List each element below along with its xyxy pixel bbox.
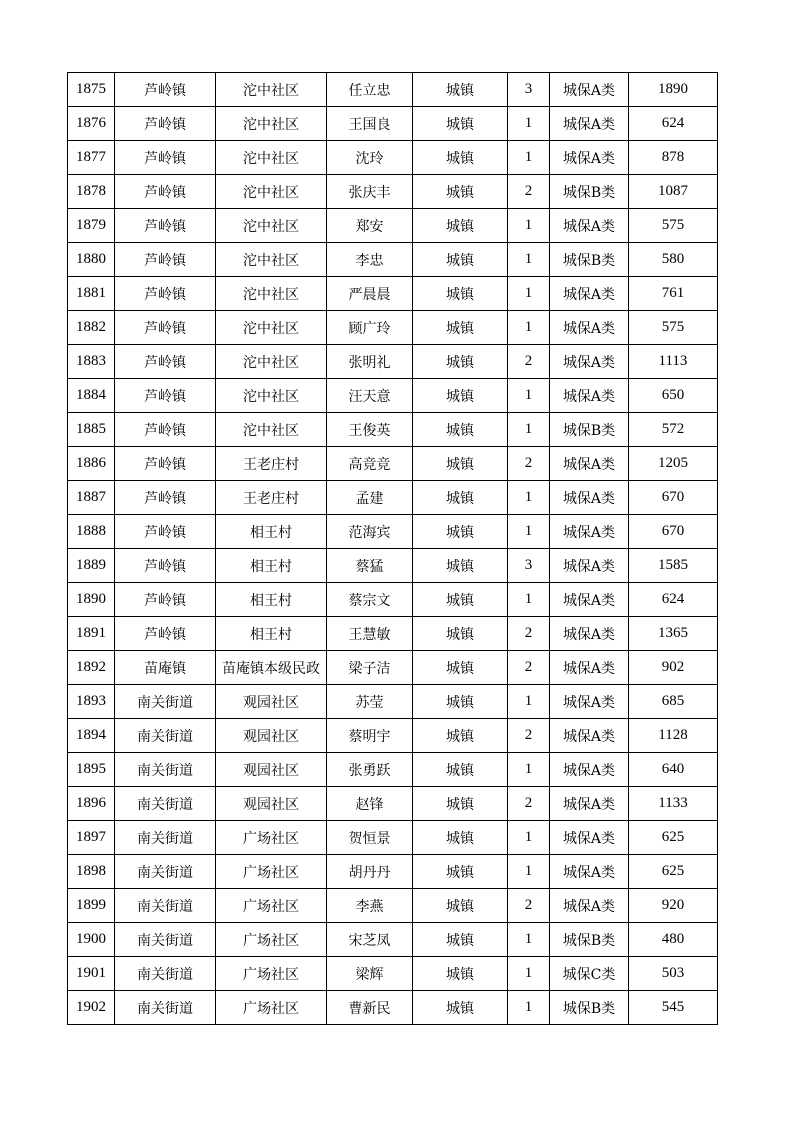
village-cell: 相王村 [216, 515, 327, 549]
persons-cell: 2 [508, 345, 550, 379]
category-cell: 城保A类 [550, 379, 629, 413]
area-cell: 城镇 [413, 107, 508, 141]
town-cell: 芦岭镇 [115, 345, 216, 379]
village-cell: 广场社区 [216, 821, 327, 855]
category-cell: 城保B类 [550, 413, 629, 447]
table-row [68, 855, 718, 889]
category-cell: 城保A类 [550, 753, 629, 787]
amount-cell: 625 [629, 821, 718, 855]
row-id-cell: 1878 [68, 175, 115, 209]
persons-cell: 1 [508, 515, 550, 549]
town-cell: 南关街道 [115, 719, 216, 753]
area-cell: 城镇 [413, 481, 508, 515]
village-cell: 沱中社区 [216, 107, 327, 141]
amount-cell: 761 [629, 277, 718, 311]
name-cell: 孟建 [327, 481, 413, 515]
persons-cell: 2 [508, 651, 550, 685]
row-id-cell: 1884 [68, 379, 115, 413]
persons-cell: 1 [508, 991, 550, 1025]
area-cell: 城镇 [413, 209, 508, 243]
amount-cell: 575 [629, 311, 718, 345]
town-cell: 南关街道 [115, 889, 216, 923]
name-cell: 张庆丰 [327, 175, 413, 209]
amount-cell: 670 [629, 515, 718, 549]
row-id-cell: 1900 [68, 923, 115, 957]
area-cell: 城镇 [413, 73, 508, 107]
amount-cell: 580 [629, 243, 718, 277]
town-cell: 芦岭镇 [115, 515, 216, 549]
area-cell: 城镇 [413, 651, 508, 685]
row-id-cell: 1886 [68, 447, 115, 481]
row-id-cell: 1889 [68, 549, 115, 583]
row-id-cell: 1877 [68, 141, 115, 175]
name-cell: 李忠 [327, 243, 413, 277]
area-cell: 城镇 [413, 141, 508, 175]
table-row [68, 515, 718, 549]
area-cell: 城镇 [413, 413, 508, 447]
village-cell: 王老庄村 [216, 481, 327, 515]
name-cell: 张勇跃 [327, 753, 413, 787]
category-cell: 城保A类 [550, 549, 629, 583]
row-id-cell: 1890 [68, 583, 115, 617]
persons-cell: 3 [508, 73, 550, 107]
area-cell: 城镇 [413, 923, 508, 957]
table-row [68, 311, 718, 345]
row-id-cell: 1891 [68, 617, 115, 651]
persons-cell: 1 [508, 481, 550, 515]
category-cell: 城保C类 [550, 957, 629, 991]
table-row [68, 957, 718, 991]
roster-body [68, 73, 718, 1025]
area-cell: 城镇 [413, 889, 508, 923]
town-cell: 芦岭镇 [115, 481, 216, 515]
persons-cell: 1 [508, 855, 550, 889]
amount-cell: 1128 [629, 719, 718, 753]
table-row [68, 617, 718, 651]
area-cell: 城镇 [413, 685, 508, 719]
category-cell: 城保A类 [550, 209, 629, 243]
row-id-cell: 1902 [68, 991, 115, 1025]
village-cell: 沱中社区 [216, 345, 327, 379]
row-id-cell: 1895 [68, 753, 115, 787]
category-cell: 城保A类 [550, 889, 629, 923]
village-cell: 沱中社区 [216, 175, 327, 209]
village-cell: 观园社区 [216, 787, 327, 821]
amount-cell: 1133 [629, 787, 718, 821]
village-cell: 相王村 [216, 549, 327, 583]
row-id-cell: 1883 [68, 345, 115, 379]
row-id-cell: 1879 [68, 209, 115, 243]
area-cell: 城镇 [413, 379, 508, 413]
roster-table [67, 72, 718, 1025]
category-cell: 城保A类 [550, 787, 629, 821]
amount-cell: 640 [629, 753, 718, 787]
amount-cell: 624 [629, 107, 718, 141]
area-cell: 城镇 [413, 311, 508, 345]
name-cell: 王慧敏 [327, 617, 413, 651]
name-cell: 蔡明宇 [327, 719, 413, 753]
table-row [68, 685, 718, 719]
area-cell: 城镇 [413, 447, 508, 481]
amount-cell: 920 [629, 889, 718, 923]
name-cell: 任立忠 [327, 73, 413, 107]
table-row [68, 549, 718, 583]
table-row [68, 583, 718, 617]
town-cell: 芦岭镇 [115, 141, 216, 175]
row-id-cell: 1899 [68, 889, 115, 923]
category-cell: 城保A类 [550, 515, 629, 549]
village-cell: 沱中社区 [216, 413, 327, 447]
village-cell: 广场社区 [216, 889, 327, 923]
town-cell: 芦岭镇 [115, 549, 216, 583]
row-id-cell: 1876 [68, 107, 115, 141]
persons-cell: 1 [508, 583, 550, 617]
category-cell: 城保B类 [550, 243, 629, 277]
amount-cell: 503 [629, 957, 718, 991]
name-cell: 汪天意 [327, 379, 413, 413]
persons-cell: 2 [508, 617, 550, 651]
amount-cell: 572 [629, 413, 718, 447]
category-cell: 城保A类 [550, 277, 629, 311]
category-cell: 城保A类 [550, 311, 629, 345]
amount-cell: 624 [629, 583, 718, 617]
table-row [68, 243, 718, 277]
amount-cell: 1113 [629, 345, 718, 379]
town-cell: 芦岭镇 [115, 311, 216, 345]
town-cell: 芦岭镇 [115, 413, 216, 447]
area-cell: 城镇 [413, 549, 508, 583]
persons-cell: 1 [508, 311, 550, 345]
category-cell: 城保A类 [550, 617, 629, 651]
village-cell: 沱中社区 [216, 73, 327, 107]
category-cell: 城保A类 [550, 685, 629, 719]
name-cell: 贺恒景 [327, 821, 413, 855]
row-id-cell: 1894 [68, 719, 115, 753]
persons-cell: 1 [508, 821, 550, 855]
table-row [68, 345, 718, 379]
amount-cell: 1365 [629, 617, 718, 651]
town-cell: 芦岭镇 [115, 447, 216, 481]
persons-cell: 1 [508, 753, 550, 787]
town-cell: 芦岭镇 [115, 73, 216, 107]
area-cell: 城镇 [413, 787, 508, 821]
table-row [68, 141, 718, 175]
amount-cell: 1087 [629, 175, 718, 209]
table-row [68, 923, 718, 957]
town-cell: 芦岭镇 [115, 379, 216, 413]
category-cell: 城保A类 [550, 447, 629, 481]
town-cell: 芦岭镇 [115, 107, 216, 141]
row-id-cell: 1892 [68, 651, 115, 685]
row-id-cell: 1896 [68, 787, 115, 821]
persons-cell: 1 [508, 209, 550, 243]
table-row [68, 991, 718, 1025]
name-cell: 顾广玲 [327, 311, 413, 345]
row-id-cell: 1881 [68, 277, 115, 311]
village-cell: 相王村 [216, 583, 327, 617]
table-row [68, 787, 718, 821]
village-cell: 相王村 [216, 617, 327, 651]
category-cell: 城保A类 [550, 141, 629, 175]
village-cell: 沱中社区 [216, 311, 327, 345]
row-id-cell: 1901 [68, 957, 115, 991]
category-cell: 城保A类 [550, 651, 629, 685]
row-id-cell: 1898 [68, 855, 115, 889]
area-cell: 城镇 [413, 583, 508, 617]
name-cell: 胡丹丹 [327, 855, 413, 889]
town-cell: 芦岭镇 [115, 243, 216, 277]
area-cell: 城镇 [413, 957, 508, 991]
town-cell: 芦岭镇 [115, 277, 216, 311]
row-id-cell: 1882 [68, 311, 115, 345]
area-cell: 城镇 [413, 243, 508, 277]
amount-cell: 625 [629, 855, 718, 889]
category-cell: 城保A类 [550, 107, 629, 141]
row-id-cell: 1897 [68, 821, 115, 855]
village-cell: 苗庵镇本级民政 [216, 651, 327, 685]
area-cell: 城镇 [413, 821, 508, 855]
category-cell: 城保A类 [550, 583, 629, 617]
name-cell: 张明礼 [327, 345, 413, 379]
name-cell: 范海宾 [327, 515, 413, 549]
name-cell: 蔡宗文 [327, 583, 413, 617]
name-cell: 赵锋 [327, 787, 413, 821]
amount-cell: 1585 [629, 549, 718, 583]
town-cell: 苗庵镇 [115, 651, 216, 685]
table-row [68, 73, 718, 107]
village-cell: 沱中社区 [216, 243, 327, 277]
persons-cell: 1 [508, 685, 550, 719]
table-row [68, 175, 718, 209]
category-cell: 城保B类 [550, 991, 629, 1025]
row-id-cell: 1875 [68, 73, 115, 107]
persons-cell: 1 [508, 379, 550, 413]
name-cell: 严晨晨 [327, 277, 413, 311]
category-cell: 城保A类 [550, 345, 629, 379]
amount-cell: 545 [629, 991, 718, 1025]
amount-cell: 480 [629, 923, 718, 957]
persons-cell: 1 [508, 923, 550, 957]
name-cell: 李燕 [327, 889, 413, 923]
name-cell: 宋芝凤 [327, 923, 413, 957]
category-cell: 城保A类 [550, 821, 629, 855]
town-cell: 南关街道 [115, 685, 216, 719]
town-cell: 芦岭镇 [115, 175, 216, 209]
village-cell: 广场社区 [216, 991, 327, 1025]
persons-cell: 2 [508, 719, 550, 753]
persons-cell: 3 [508, 549, 550, 583]
name-cell: 梁子洁 [327, 651, 413, 685]
name-cell: 王国良 [327, 107, 413, 141]
persons-cell: 2 [508, 447, 550, 481]
category-cell: 城保B类 [550, 923, 629, 957]
name-cell: 苏莹 [327, 685, 413, 719]
row-id-cell: 1888 [68, 515, 115, 549]
category-cell: 城保B类 [550, 175, 629, 209]
amount-cell: 1205 [629, 447, 718, 481]
village-cell: 观园社区 [216, 753, 327, 787]
amount-cell: 670 [629, 481, 718, 515]
village-cell: 沱中社区 [216, 209, 327, 243]
category-cell: 城保A类 [550, 73, 629, 107]
category-cell: 城保A类 [550, 855, 629, 889]
area-cell: 城镇 [413, 515, 508, 549]
table-row [68, 821, 718, 855]
town-cell: 南关街道 [115, 753, 216, 787]
category-cell: 城保A类 [550, 719, 629, 753]
area-cell: 城镇 [413, 991, 508, 1025]
town-cell: 芦岭镇 [115, 617, 216, 651]
table-row [68, 719, 718, 753]
village-cell: 广场社区 [216, 855, 327, 889]
town-cell: 南关街道 [115, 787, 216, 821]
row-id-cell: 1880 [68, 243, 115, 277]
area-cell: 城镇 [413, 175, 508, 209]
village-cell: 观园社区 [216, 685, 327, 719]
row-id-cell: 1893 [68, 685, 115, 719]
table-row [68, 379, 718, 413]
persons-cell: 1 [508, 243, 550, 277]
area-cell: 城镇 [413, 753, 508, 787]
town-cell: 南关街道 [115, 821, 216, 855]
village-cell: 沱中社区 [216, 277, 327, 311]
area-cell: 城镇 [413, 719, 508, 753]
table-row [68, 753, 718, 787]
name-cell: 蔡猛 [327, 549, 413, 583]
name-cell: 高竞竞 [327, 447, 413, 481]
persons-cell: 1 [508, 107, 550, 141]
table-row [68, 651, 718, 685]
town-cell: 南关街道 [115, 855, 216, 889]
area-cell: 城镇 [413, 855, 508, 889]
amount-cell: 685 [629, 685, 718, 719]
amount-cell: 650 [629, 379, 718, 413]
name-cell: 梁辉 [327, 957, 413, 991]
town-cell: 南关街道 [115, 923, 216, 957]
persons-cell: 1 [508, 141, 550, 175]
area-cell: 城镇 [413, 345, 508, 379]
village-cell: 广场社区 [216, 923, 327, 957]
persons-cell: 2 [508, 175, 550, 209]
amount-cell: 1890 [629, 73, 718, 107]
table-row [68, 107, 718, 141]
name-cell: 王俊英 [327, 413, 413, 447]
village-cell: 王老庄村 [216, 447, 327, 481]
village-cell: 观园社区 [216, 719, 327, 753]
area-cell: 城镇 [413, 277, 508, 311]
name-cell: 郑安 [327, 209, 413, 243]
table-row [68, 413, 718, 447]
amount-cell: 878 [629, 141, 718, 175]
row-id-cell: 1887 [68, 481, 115, 515]
town-cell: 芦岭镇 [115, 583, 216, 617]
table-row [68, 277, 718, 311]
persons-cell: 1 [508, 277, 550, 311]
name-cell: 沈玲 [327, 141, 413, 175]
amount-cell: 575 [629, 209, 718, 243]
village-cell: 广场社区 [216, 957, 327, 991]
persons-cell: 2 [508, 889, 550, 923]
category-cell: 城保A类 [550, 481, 629, 515]
table-row [68, 447, 718, 481]
table-row [68, 209, 718, 243]
village-cell: 沱中社区 [216, 379, 327, 413]
name-cell: 曹新民 [327, 991, 413, 1025]
area-cell: 城镇 [413, 617, 508, 651]
town-cell: 南关街道 [115, 957, 216, 991]
table-row [68, 481, 718, 515]
table-row [68, 889, 718, 923]
town-cell: 芦岭镇 [115, 209, 216, 243]
village-cell: 沱中社区 [216, 141, 327, 175]
persons-cell: 1 [508, 957, 550, 991]
town-cell: 南关街道 [115, 991, 216, 1025]
row-id-cell: 1885 [68, 413, 115, 447]
persons-cell: 2 [508, 787, 550, 821]
persons-cell: 1 [508, 413, 550, 447]
amount-cell: 902 [629, 651, 718, 685]
